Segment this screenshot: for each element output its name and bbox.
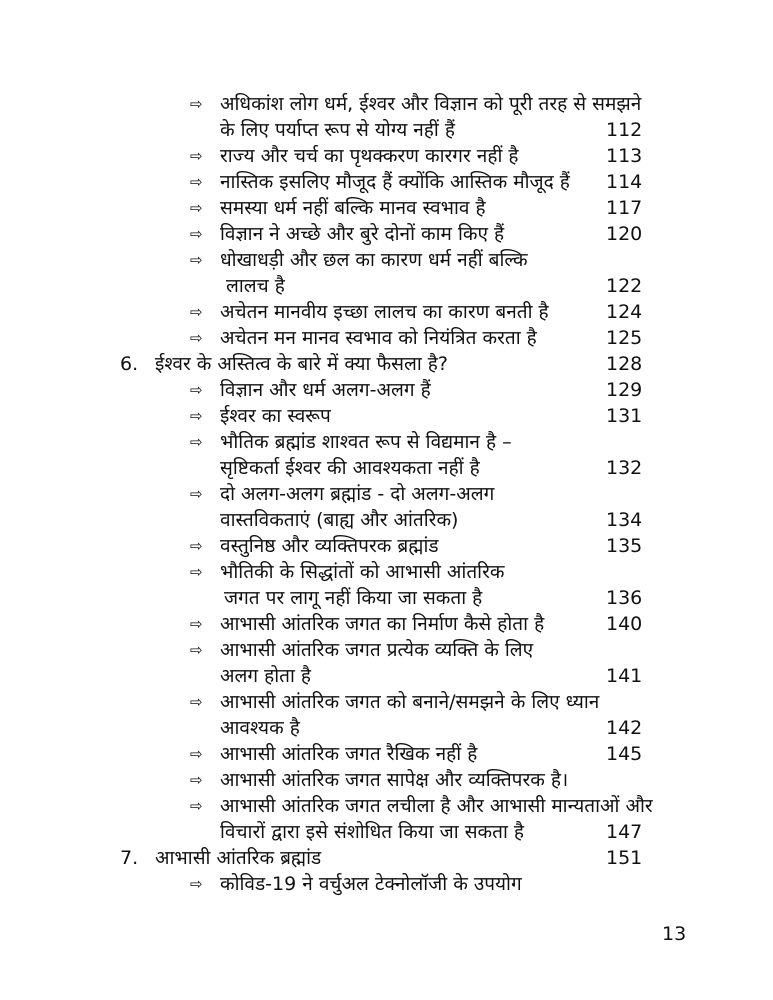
toc-entry-page: 135 <box>606 535 643 557</box>
toc-entry-text: आभासी आंतरिक जगत सापेक्ष और व्यक्तिपरक है। <box>220 769 569 791</box>
bullet-arrow-icon: ⇨ <box>190 147 203 165</box>
bullet-arrow-icon: ⇨ <box>190 693 203 711</box>
toc-entry-page: 147 <box>606 821 643 843</box>
toc-entry-text: नास्तिक इसलिए मौजूद हैं क्योंकि आस्तिक मौजूद हैं <box>220 171 570 193</box>
toc-entry-text: विज्ञान ने अच्छे और बुरे दोनों काम किए हैं <box>220 223 505 245</box>
toc-entry-text: कोविड-19 ने वर्चुअल टेक्नोलॉजी के उपयोग <box>220 873 522 895</box>
bullet-arrow-icon: ⇨ <box>190 303 203 321</box>
toc-entry-text-cont: अलग होता है <box>220 665 312 687</box>
bullet-arrow-icon: ⇨ <box>190 563 203 581</box>
toc-entry-page: 140 <box>606 613 643 635</box>
toc-entry-text: भौतिक ब्रह्मांड शाश्वत रूप से विद्यमान है – <box>220 431 512 453</box>
toc-entry-text: अचेतन मन मानव स्वभाव को नियंत्रित करता है <box>220 327 537 349</box>
toc-entry-text: भौतिकी के सिद्धांतों को आभासी आंतरिक <box>220 561 505 583</box>
toc-entry-page: 122 <box>606 275 643 297</box>
page-number: 13 <box>662 923 687 945</box>
toc-entry-page: 114 <box>606 171 643 193</box>
toc-entry-text: समस्या धर्म नहीं बल्कि मानव स्वभाव है <box>220 197 486 219</box>
bullet-arrow-icon: ⇨ <box>190 537 203 555</box>
bullet-arrow-icon: ⇨ <box>190 251 203 269</box>
chapter-number: 7. <box>120 847 139 869</box>
bullet-arrow-icon: ⇨ <box>190 745 203 763</box>
toc-entry-page: 120 <box>606 223 643 245</box>
chapter-title: आभासी आंतरिक ब्रह्मांड <box>155 847 322 869</box>
bullet-arrow-icon: ⇨ <box>190 433 203 451</box>
bullet-arrow-icon: ⇨ <box>190 381 203 399</box>
bullet-arrow-icon: ⇨ <box>190 329 203 347</box>
chapter-page: 128 <box>606 353 643 375</box>
toc-entry-page: 134 <box>606 509 643 531</box>
toc-entry-text: अधिकांश लोग धर्म, ईश्वर और विज्ञान को पूरी तरह से समझने <box>220 93 642 115</box>
toc-entry-page: 145 <box>606 743 643 765</box>
toc-entry-text-cont: सृष्टिकर्ता ईश्वर की आवश्यकता नहीं है <box>220 457 480 479</box>
chapter-number: 6. <box>120 353 139 375</box>
toc-entry-page: 142 <box>606 717 643 739</box>
bullet-arrow-icon: ⇨ <box>190 225 203 243</box>
toc-entry-page: 129 <box>606 379 643 401</box>
bullet-arrow-icon: ⇨ <box>190 485 203 503</box>
toc-entry-page: 113 <box>606 145 643 167</box>
toc-entry-text: आभासी आंतरिक जगत को बनाने/समझने के लिए ध्यान <box>220 691 600 713</box>
bullet-arrow-icon: ⇨ <box>190 407 203 425</box>
toc-entry-text-cont: आवश्यक है <box>220 717 300 739</box>
toc-entry-text: विज्ञान और धर्म अलग-अलग हैं <box>220 379 431 401</box>
toc-entry-text-cont: जगत पर लागू नहीं किया जा सकता है <box>224 587 483 609</box>
toc-entry-text: आभासी आंतरिक जगत लचीला है और आभासी मान्यताओं और <box>220 795 653 817</box>
toc-entry-text: आभासी आंतरिक जगत का निर्माण कैसे होता है <box>220 613 545 635</box>
toc-entry-text-cont: वास्तविकताएं (बाह्य और आंतरिक) <box>220 509 459 531</box>
chapter-page: 151 <box>606 847 643 869</box>
toc-entry-page: 117 <box>606 197 643 219</box>
toc-entry-text: दो अलग-अलग ब्रह्मांड - दो अलग-अलग <box>220 483 495 505</box>
bullet-arrow-icon: ⇨ <box>190 95 203 113</box>
toc-entry-text: राज्य और चर्च का पृथक्करण कारगर नहीं है <box>220 145 519 167</box>
toc-entry-text-cont: के लिए पर्याप्त रूप से योग्य नहीं हैं <box>220 119 455 141</box>
chapter-title: ईश्वर के अस्तित्व के बारे में क्या फैसला है? <box>155 353 448 375</box>
toc-entry-text: धोखाधड़ी और छल का कारण धर्म नहीं बल्कि <box>220 249 528 271</box>
toc-entry-text: अचेतन मानवीय इच्छा लालच का कारण बनती है <box>220 301 549 323</box>
toc-entry-text-cont: लालच है <box>226 275 285 297</box>
toc-entry-page: 112 <box>606 119 643 141</box>
toc-entry-page: 125 <box>606 327 643 349</box>
bullet-arrow-icon: ⇨ <box>190 797 203 815</box>
toc-entry-text-cont: विचारों द्वारा इसे संशोधित किया जा सकता है <box>220 821 525 843</box>
bullet-arrow-icon: ⇨ <box>190 771 203 789</box>
toc-entry-page: 141 <box>606 665 643 687</box>
toc-entry-page: 132 <box>606 457 643 479</box>
bullet-arrow-icon: ⇨ <box>190 615 203 633</box>
toc-entry-text: ईश्वर का स्वरूप <box>220 405 331 427</box>
toc-entry-page: 131 <box>606 405 643 427</box>
toc-entry-text: आभासी आंतरिक जगत रैखिक नहीं है <box>220 743 478 765</box>
bullet-arrow-icon: ⇨ <box>190 875 203 893</box>
toc-entry-page: 136 <box>606 587 643 609</box>
toc-entry-page: 124 <box>606 301 643 323</box>
bullet-arrow-icon: ⇨ <box>190 641 203 659</box>
toc-entry-text: आभासी आंतरिक जगत प्रत्येक व्यक्ति के लिए <box>220 639 534 661</box>
bullet-arrow-icon: ⇨ <box>190 173 203 191</box>
toc-entry-text: वस्तुनिष्ठ और व्यक्तिपरक ब्रह्मांड <box>220 535 439 557</box>
bullet-arrow-icon: ⇨ <box>190 199 203 217</box>
